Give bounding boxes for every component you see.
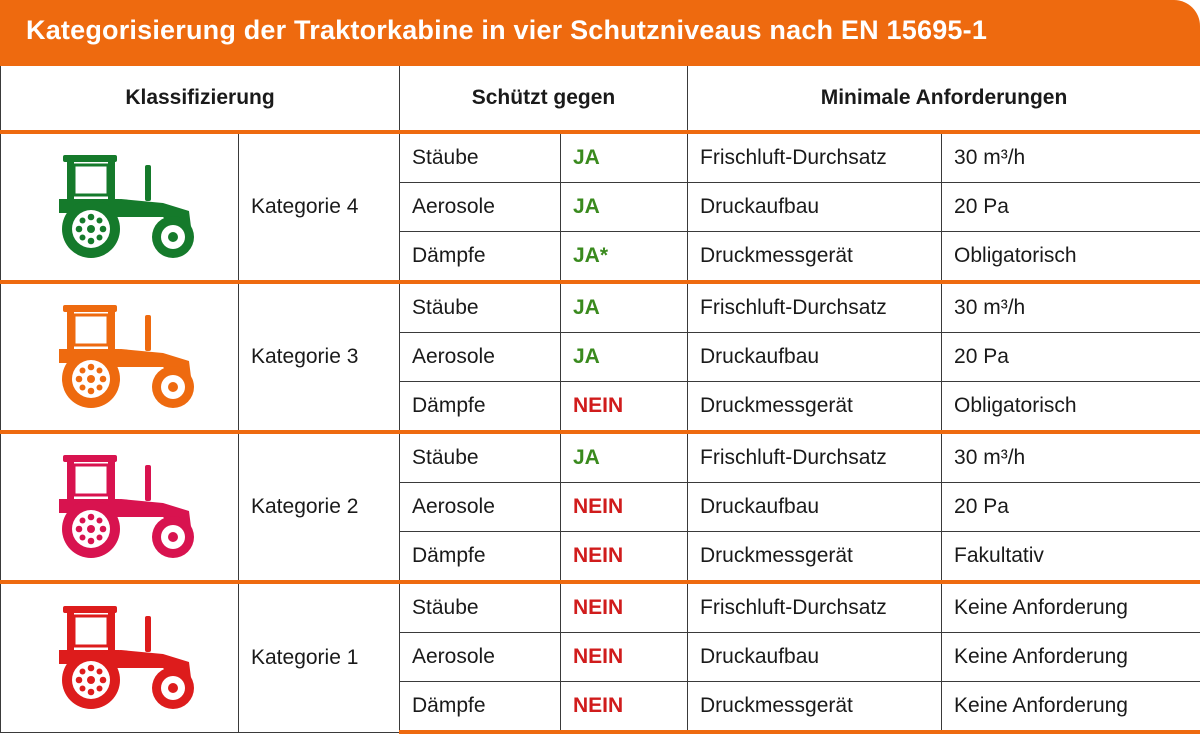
verdict-cell: JA (561, 432, 688, 483)
header-classification: Klassifizierung (1, 66, 400, 132)
verdict-cell: JA (561, 183, 688, 232)
hazard-cell: Stäube (400, 132, 561, 183)
requirement-value-cell: 20 Pa (942, 183, 1200, 232)
category-table (0, 66, 1200, 734)
requirement-cell: Druckaufbau (688, 633, 942, 682)
verdict-cell: NEIN (561, 483, 688, 532)
requirement-value-cell: 20 Pa (942, 333, 1200, 382)
requirement-cell: Druckaufbau (688, 333, 942, 382)
hazard-cell: Stäube (400, 582, 561, 633)
tractor-icon (51, 151, 201, 263)
category-icon-cell (1, 582, 239, 732)
verdict-cell: JA* (561, 232, 688, 283)
header-row (1, 66, 1200, 132)
table-row (1, 432, 1200, 483)
hazard-cell: Aerosole (400, 183, 561, 232)
hazard-cell: Aerosole (400, 633, 561, 682)
category-label: Kategorie 2 (239, 432, 400, 582)
requirement-cell: Druckaufbau (688, 483, 942, 532)
requirement-cell: Frischluft-Durchsatz (688, 282, 942, 333)
requirement-cell: Frischluft-Durchsatz (688, 132, 942, 183)
category-icon-cell (1, 132, 239, 282)
header-minimum-requirements: Minimale Anforderungen (688, 66, 1200, 132)
category-label: Kategorie 4 (239, 132, 400, 282)
verdict-cell: NEIN (561, 682, 688, 733)
verdict-cell: JA (561, 132, 688, 183)
requirement-value-cell: 30 m³/h (942, 432, 1200, 483)
hazard-cell: Aerosole (400, 333, 561, 382)
requirement-cell: Druckaufbau (688, 183, 942, 232)
hazard-cell: Aerosole (400, 483, 561, 532)
tractor-icon (51, 602, 201, 714)
hazard-cell: Dämpfe (400, 532, 561, 583)
page-title: Kategorisierung der Traktorkabine in vier Schutzniveaus nach EN 15695-1 (26, 15, 987, 46)
table-row (1, 582, 1200, 633)
tractor-icon (51, 301, 201, 413)
hazard-cell: Stäube (400, 282, 561, 333)
verdict-cell: JA (561, 282, 688, 333)
category-icon-cell (1, 282, 239, 432)
hazard-cell: Dämpfe (400, 232, 561, 283)
requirement-value-cell: Obligatorisch (942, 382, 1200, 433)
category-label: Kategorie 1 (239, 582, 400, 732)
tractor-icon (51, 451, 201, 563)
requirement-cell: Frischluft-Durchsatz (688, 582, 942, 633)
header-protects-against: Schützt gegen (400, 66, 688, 132)
category-label: Kategorie 3 (239, 282, 400, 432)
requirement-value-cell: Fakultativ (942, 532, 1200, 583)
hazard-cell: Stäube (400, 432, 561, 483)
table-body (1, 132, 1200, 732)
verdict-cell: NEIN (561, 633, 688, 682)
requirement-cell: Frischluft-Durchsatz (688, 432, 942, 483)
requirement-value-cell: Keine Anforderung (942, 633, 1200, 682)
verdict-cell: NEIN (561, 582, 688, 633)
requirement-value-cell: 20 Pa (942, 483, 1200, 532)
requirement-cell: Druckmessgerät (688, 382, 942, 433)
requirement-value-cell: 30 m³/h (942, 132, 1200, 183)
requirement-value-cell: 30 m³/h (942, 282, 1200, 333)
table-row (1, 132, 1200, 183)
requirement-cell: Druckmessgerät (688, 532, 942, 583)
hazard-cell: Dämpfe (400, 382, 561, 433)
title-bar (0, 0, 1200, 66)
requirement-value-cell: Obligatorisch (942, 232, 1200, 283)
hazard-cell: Dämpfe (400, 682, 561, 733)
requirement-value-cell: Keine Anforderung (942, 682, 1200, 733)
category-icon-cell (1, 432, 239, 582)
requirement-value-cell: Keine Anforderung (942, 582, 1200, 633)
requirement-cell: Druckmessgerät (688, 232, 942, 283)
verdict-cell: JA (561, 333, 688, 382)
verdict-cell: NEIN (561, 382, 688, 433)
requirement-cell: Druckmessgerät (688, 682, 942, 733)
verdict-cell: NEIN (561, 532, 688, 583)
table-row (1, 282, 1200, 333)
